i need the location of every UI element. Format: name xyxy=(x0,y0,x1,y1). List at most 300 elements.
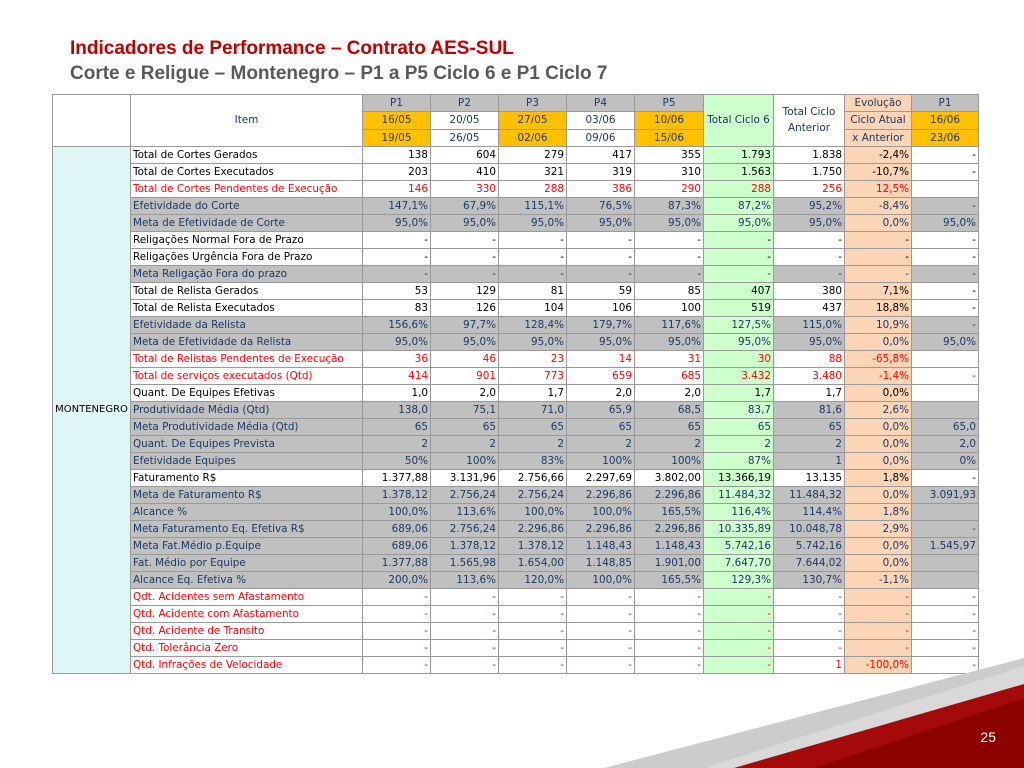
cell-p4: - xyxy=(567,605,635,622)
cell-p2: 100% xyxy=(431,452,499,469)
cell-total-ciclo-6: 95,0% xyxy=(704,333,774,350)
row-label: Alcance % xyxy=(131,503,363,520)
cell-p5: - xyxy=(635,248,704,265)
cell-next-p1 xyxy=(912,554,979,571)
cell-total-ciclo-6: 83,7 xyxy=(704,401,774,418)
header-p2: P2 xyxy=(431,95,499,112)
cell-total-ciclo-6: 65 xyxy=(704,418,774,435)
cell-p4: 65,9 xyxy=(567,401,635,418)
cell-p1: - xyxy=(363,622,431,639)
decorative-red-stripes xyxy=(604,658,1024,768)
header-p4: P4 xyxy=(567,95,635,112)
table-row xyxy=(53,384,979,401)
cell-next-p1: 3.091,93 xyxy=(912,486,979,503)
cell-p1: 83 xyxy=(363,299,431,316)
cell-total-ciclo-6: - xyxy=(704,639,774,656)
cell-next-p1: 1.545,97 xyxy=(912,537,979,554)
row-label: Total de Relistas Pendentes de Execução xyxy=(131,350,363,367)
header-blank xyxy=(53,95,131,147)
cell-p3: 128,4% xyxy=(499,316,567,333)
cell-p2: 901 xyxy=(431,367,499,384)
cell-total-ciclo-6: - xyxy=(704,656,774,673)
cell-p4: 100% xyxy=(567,452,635,469)
cell-p2: - xyxy=(431,656,499,673)
cell-total-ciclo-anterior: 114,4% xyxy=(774,503,845,520)
cell-p4: - xyxy=(567,231,635,248)
cell-p1: - xyxy=(363,588,431,605)
table-row xyxy=(53,316,979,333)
cell-next-p1: - xyxy=(912,520,979,537)
table-row xyxy=(53,180,979,197)
cell-next-p1: - xyxy=(912,248,979,265)
cell-evolucao: - xyxy=(845,248,912,265)
cell-evolucao: 1,8% xyxy=(845,503,912,520)
cell-total-ciclo-6: - xyxy=(704,605,774,622)
cell-p3: - xyxy=(499,605,567,622)
cell-p5: 95,0% xyxy=(635,333,704,350)
cell-total-ciclo-anterior: - xyxy=(774,248,845,265)
cell-p1: 95,0% xyxy=(363,333,431,350)
cell-next-p1: 2,0 xyxy=(912,435,979,452)
cell-total-ciclo-anterior: 256 xyxy=(774,180,845,197)
cell-next-p1: - xyxy=(912,469,979,486)
cell-total-ciclo-6: - xyxy=(704,231,774,248)
page-number: 25 xyxy=(980,729,996,745)
row-label: Total de Relista Executados xyxy=(131,299,363,316)
cell-total-ciclo-6: 116,4% xyxy=(704,503,774,520)
cell-total-ciclo-6: 95,0% xyxy=(704,214,774,231)
cell-p3: 2.756,66 xyxy=(499,469,567,486)
row-label: Total de Cortes Gerados xyxy=(131,146,363,163)
cell-next-p1 xyxy=(912,180,979,197)
row-label: Meta Religação Fora do prazo xyxy=(131,265,363,282)
header-item: Item xyxy=(131,95,363,147)
row-label: Quant. De Equipes Efetivas xyxy=(131,384,363,401)
cell-p5: - xyxy=(635,639,704,656)
cell-p2: 3.131,96 xyxy=(431,469,499,486)
cell-p4: 1.148,43 xyxy=(567,537,635,554)
header-p4-end: 09/06 xyxy=(567,129,635,146)
table-row xyxy=(53,367,979,384)
cell-p2: 97,7% xyxy=(431,316,499,333)
header-total-ciclo-anterior xyxy=(774,95,845,147)
cell-evolucao: -65,8% xyxy=(845,350,912,367)
cell-p2: 67,9% xyxy=(431,197,499,214)
cell-next-p1: - xyxy=(912,588,979,605)
cell-next-p1: - xyxy=(912,197,979,214)
row-label: Qtd. Infrações de Velocidade xyxy=(131,656,363,673)
cell-evolucao: -1,4% xyxy=(845,367,912,384)
cell-total-ciclo-6: - xyxy=(704,248,774,265)
cell-total-ciclo-anterior: 81,6 xyxy=(774,401,845,418)
cell-p4: 65 xyxy=(567,418,635,435)
cell-p5: 165,5% xyxy=(635,503,704,520)
table-row xyxy=(53,554,979,571)
table-row xyxy=(53,163,979,180)
cell-p4: 100,0% xyxy=(567,571,635,588)
cell-p1: 147,1% xyxy=(363,197,431,214)
cell-p5: 2.296,86 xyxy=(635,520,704,537)
cell-p5: 3.802,00 xyxy=(635,469,704,486)
cell-total-ciclo-6: 1.563 xyxy=(704,163,774,180)
cell-p4: 2.296,86 xyxy=(567,486,635,503)
cell-p3: 100,0% xyxy=(499,503,567,520)
row-label: Qtd. Acidente de Transito xyxy=(131,622,363,639)
table-row xyxy=(53,452,979,469)
cell-evolucao: 0,0% xyxy=(845,537,912,554)
cell-p1: 53 xyxy=(363,282,431,299)
cell-evolucao: 2,6% xyxy=(845,401,912,418)
cell-p2: 95,0% xyxy=(431,333,499,350)
cell-p1: 138 xyxy=(363,146,431,163)
cell-p4: 319 xyxy=(567,163,635,180)
cell-next-p1: - xyxy=(912,282,979,299)
cell-p1: 1.378,12 xyxy=(363,486,431,503)
row-label: Total de Relista Gerados xyxy=(131,282,363,299)
row-label: Produtividade Média (Qtd) xyxy=(131,401,363,418)
cell-p3: 2.756,24 xyxy=(499,486,567,503)
cell-p3: - xyxy=(499,622,567,639)
cell-next-p1 xyxy=(912,401,979,418)
cell-total-ciclo-6: 3.432 xyxy=(704,367,774,384)
cell-total-ciclo-6: 288 xyxy=(704,180,774,197)
cell-p5: 100 xyxy=(635,299,704,316)
cell-total-ciclo-anterior: 11.484,32 xyxy=(774,486,845,503)
row-label: Total de serviços executados (Qtd) xyxy=(131,367,363,384)
cell-p3: 773 xyxy=(499,367,567,384)
cell-next-p1: - xyxy=(912,163,979,180)
cell-p2: 65 xyxy=(431,418,499,435)
table-row xyxy=(53,231,979,248)
cell-total-ciclo-anterior: 1 xyxy=(774,452,845,469)
cell-total-ciclo-anterior: 95,0% xyxy=(774,333,845,350)
cell-p2: 113,6% xyxy=(431,571,499,588)
cell-p3: 95,0% xyxy=(499,214,567,231)
cell-p3: 104 xyxy=(499,299,567,316)
cell-next-p1: 95,0% xyxy=(912,214,979,231)
cell-evolucao: -1,1% xyxy=(845,571,912,588)
cell-p4: - xyxy=(567,622,635,639)
cell-p5: 355 xyxy=(635,146,704,163)
cell-total-ciclo-anterior: 2 xyxy=(774,435,845,452)
header-p5: P5 xyxy=(635,95,704,112)
cell-p3: - xyxy=(499,656,567,673)
cell-p5: 95,0% xyxy=(635,214,704,231)
header-total-anterior-line2: Anterior xyxy=(788,122,830,135)
cell-p1: 414 xyxy=(363,367,431,384)
table-row xyxy=(53,571,979,588)
cell-p3: - xyxy=(499,231,567,248)
cell-total-ciclo-6: 129,3% xyxy=(704,571,774,588)
cell-total-ciclo-6: 407 xyxy=(704,282,774,299)
cell-p2: 75,1 xyxy=(431,401,499,418)
header-next-p1-end: 23/06 xyxy=(912,129,979,146)
table-row xyxy=(53,605,979,622)
row-label: Qtd. Tolerância Zero xyxy=(131,639,363,656)
cell-p2: 46 xyxy=(431,350,499,367)
cell-p4: 2 xyxy=(567,435,635,452)
cell-p5: 2 xyxy=(635,435,704,452)
cell-total-ciclo-6: - xyxy=(704,622,774,639)
cell-evolucao: 0,0% xyxy=(845,435,912,452)
cell-p2: 126 xyxy=(431,299,499,316)
cell-total-ciclo-6: 1.793 xyxy=(704,146,774,163)
row-label: Quant. De Equipes Prevista xyxy=(131,435,363,452)
cell-p2: 95,0% xyxy=(431,214,499,231)
cell-p1: 1,0 xyxy=(363,384,431,401)
cell-p4: 59 xyxy=(567,282,635,299)
cell-total-ciclo-6: 7.647,70 xyxy=(704,554,774,571)
cell-p1: 689,06 xyxy=(363,537,431,554)
table-row xyxy=(53,265,979,282)
cell-p2: - xyxy=(431,265,499,282)
row-label: Meta Produtividade Média (Qtd) xyxy=(131,418,363,435)
cell-p2: - xyxy=(431,588,499,605)
cell-next-p1: - xyxy=(912,367,979,384)
cell-p1: - xyxy=(363,605,431,622)
table-row xyxy=(53,435,979,452)
cell-next-p1: 65,0 xyxy=(912,418,979,435)
cell-p3: - xyxy=(499,588,567,605)
cell-evolucao: 18,8% xyxy=(845,299,912,316)
cell-total-ciclo-anterior: - xyxy=(774,265,845,282)
row-label: Efetividade do Corte xyxy=(131,197,363,214)
cell-p2: 2.756,24 xyxy=(431,486,499,503)
cell-p4: - xyxy=(567,639,635,656)
cell-next-p1 xyxy=(912,384,979,401)
cell-total-ciclo-anterior: 65 xyxy=(774,418,845,435)
row-label: Meta Faturamento Eq. Efetiva R$ xyxy=(131,520,363,537)
cell-p2: 2,0 xyxy=(431,384,499,401)
header-p1-end: 19/05 xyxy=(363,129,431,146)
cell-p2: 1.378,12 xyxy=(431,537,499,554)
cell-evolucao: - xyxy=(845,605,912,622)
cell-p1: 95,0% xyxy=(363,214,431,231)
cell-p4: 417 xyxy=(567,146,635,163)
cell-p4: 106 xyxy=(567,299,635,316)
cell-p1: 138,0 xyxy=(363,401,431,418)
cell-evolucao: 0,0% xyxy=(845,333,912,350)
cell-p1: 146 xyxy=(363,180,431,197)
cell-next-p1 xyxy=(912,350,979,367)
cell-p5: 117,6% xyxy=(635,316,704,333)
cell-p5: 31 xyxy=(635,350,704,367)
cell-total-ciclo-6: 87,2% xyxy=(704,197,774,214)
cell-evolucao: - xyxy=(845,588,912,605)
header-next-p1-start: 16/06 xyxy=(912,112,979,129)
cell-next-p1: - xyxy=(912,146,979,163)
cell-evolucao: 0,0% xyxy=(845,214,912,231)
table-row xyxy=(53,520,979,537)
cell-total-ciclo-6: 87% xyxy=(704,452,774,469)
cell-total-ciclo-anterior: 380 xyxy=(774,282,845,299)
cell-p3: 279 xyxy=(499,146,567,163)
cell-p2: - xyxy=(431,605,499,622)
cell-evolucao: 0,0% xyxy=(845,554,912,571)
cell-p4: 1.148,85 xyxy=(567,554,635,571)
cell-evolucao: -2,4% xyxy=(845,146,912,163)
cell-p3: 83% xyxy=(499,452,567,469)
cell-evolucao: 10,9% xyxy=(845,316,912,333)
header-p2-end: 26/05 xyxy=(431,129,499,146)
cell-p3: 95,0% xyxy=(499,333,567,350)
cell-p3: - xyxy=(499,265,567,282)
cell-total-ciclo-anterior: 115,0% xyxy=(774,316,845,333)
cell-next-p1: 95,0% xyxy=(912,333,979,350)
cell-p5: 2,0 xyxy=(635,384,704,401)
cell-next-p1: - xyxy=(912,299,979,316)
cell-next-p1: 0% xyxy=(912,452,979,469)
table-header xyxy=(53,95,979,147)
cell-evolucao: 2,9% xyxy=(845,520,912,537)
header-evolucao-line2: Ciclo Atual xyxy=(845,112,912,129)
cell-p1: 36 xyxy=(363,350,431,367)
cell-total-ciclo-6: 127,5% xyxy=(704,316,774,333)
cell-p1: 203 xyxy=(363,163,431,180)
cell-p1: - xyxy=(363,265,431,282)
cell-total-ciclo-anterior: 95,0% xyxy=(774,214,845,231)
cell-total-ciclo-anterior: 88 xyxy=(774,350,845,367)
row-label: Religações Urgência Fora de Prazo xyxy=(131,248,363,265)
table-row xyxy=(53,248,979,265)
cell-evolucao: 0,0% xyxy=(845,452,912,469)
cell-p5: 1.148,43 xyxy=(635,537,704,554)
cell-p4: - xyxy=(567,588,635,605)
cell-p2: 410 xyxy=(431,163,499,180)
cell-next-p1: - xyxy=(912,622,979,639)
cell-p4: 659 xyxy=(567,367,635,384)
cell-p3: - xyxy=(499,248,567,265)
table-row xyxy=(53,469,979,486)
cell-evolucao: - xyxy=(845,265,912,282)
header-p2-start: 20/05 xyxy=(431,112,499,129)
cell-p5: 65 xyxy=(635,418,704,435)
cell-evolucao: 1,8% xyxy=(845,469,912,486)
cell-total-ciclo-anterior: 1 xyxy=(774,656,845,673)
cell-p3: 2.296,86 xyxy=(499,520,567,537)
cell-p2: 2 xyxy=(431,435,499,452)
cell-p5: - xyxy=(635,622,704,639)
cell-p2: 113,6% xyxy=(431,503,499,520)
row-label: Meta de Faturamento R$ xyxy=(131,486,363,503)
row-label: Faturamento R$ xyxy=(131,469,363,486)
cell-p3: - xyxy=(499,639,567,656)
cell-evolucao: 0,0% xyxy=(845,486,912,503)
header-p1-start: 16/05 xyxy=(363,112,431,129)
cell-total-ciclo-anterior: - xyxy=(774,588,845,605)
cell-evolucao: - xyxy=(845,639,912,656)
cell-total-ciclo-6: 519 xyxy=(704,299,774,316)
cell-evolucao: - xyxy=(845,622,912,639)
table-row xyxy=(53,639,979,656)
cell-total-ciclo-anterior: - xyxy=(774,639,845,656)
cell-total-ciclo-anterior: 5.742,16 xyxy=(774,537,845,554)
cell-p3: 321 xyxy=(499,163,567,180)
row-label: Alcance Eq. Efetiva % xyxy=(131,571,363,588)
cell-evolucao: 0,0% xyxy=(845,418,912,435)
performance-table xyxy=(52,94,979,674)
table-row xyxy=(53,197,979,214)
row-label: Fat. Médio por Equipe xyxy=(131,554,363,571)
cell-p2: 129 xyxy=(431,282,499,299)
cell-p1: 1.377,88 xyxy=(363,469,431,486)
header-p3-end: 02/06 xyxy=(499,129,567,146)
cell-p1: 50% xyxy=(363,452,431,469)
row-label: Meta Fat.Médio p.Equipe xyxy=(131,537,363,554)
table-row xyxy=(53,622,979,639)
cell-total-ciclo-anterior: 1.838 xyxy=(774,146,845,163)
cell-p1: - xyxy=(363,231,431,248)
cell-p4: 95,0% xyxy=(567,214,635,231)
cell-p3: 1,7 xyxy=(499,384,567,401)
table-row xyxy=(53,486,979,503)
cell-p1: 1.377,88 xyxy=(363,554,431,571)
cell-next-p1 xyxy=(912,503,979,520)
cell-p5: 685 xyxy=(635,367,704,384)
cell-p5: - xyxy=(635,588,704,605)
cell-p2: 604 xyxy=(431,146,499,163)
header-total-anterior-line1: Total Ciclo xyxy=(782,106,836,119)
cell-total-ciclo-anterior: - xyxy=(774,231,845,248)
cell-p2: 330 xyxy=(431,180,499,197)
row-label: Meta de Efetividade de Corte xyxy=(131,214,363,231)
cell-p3: 2 xyxy=(499,435,567,452)
header-p1: P1 xyxy=(363,95,431,112)
cell-p4: - xyxy=(567,248,635,265)
cell-total-ciclo-anterior: 10.048,78 xyxy=(774,520,845,537)
cell-p2: - xyxy=(431,639,499,656)
cell-next-p1: - xyxy=(912,605,979,622)
cell-p4: 95,0% xyxy=(567,333,635,350)
cell-total-ciclo-anterior: - xyxy=(774,605,845,622)
cell-p4: - xyxy=(567,265,635,282)
cell-p3: 81 xyxy=(499,282,567,299)
cell-p3: 1.654,00 xyxy=(499,554,567,571)
cell-p5: - xyxy=(635,605,704,622)
cell-p5: 87,3% xyxy=(635,197,704,214)
cell-p4: 2.297,69 xyxy=(567,469,635,486)
cell-evolucao: 7,1% xyxy=(845,282,912,299)
cell-p5: - xyxy=(635,656,704,673)
cell-total-ciclo-6: 13.366,19 xyxy=(704,469,774,486)
cell-p1: - xyxy=(363,656,431,673)
cell-p3: 288 xyxy=(499,180,567,197)
cell-total-ciclo-6: 11.484,32 xyxy=(704,486,774,503)
page-subtitle: Corte e Religue – Montenegro – P1 a P5 Ciclo 6 e P1 Ciclo 7 xyxy=(70,63,608,84)
cell-p5: 310 xyxy=(635,163,704,180)
cell-p5: 100% xyxy=(635,452,704,469)
table-row xyxy=(53,418,979,435)
cell-p1: 2 xyxy=(363,435,431,452)
cell-p3: 115,1% xyxy=(499,197,567,214)
row-label: Meta de Efetividade da Relista xyxy=(131,333,363,350)
cell-p2: - xyxy=(431,622,499,639)
cell-p4: 2.296,86 xyxy=(567,520,635,537)
table-row xyxy=(53,401,979,418)
cell-total-ciclo-6: 30 xyxy=(704,350,774,367)
cell-evolucao: -8,4% xyxy=(845,197,912,214)
header-p3: P3 xyxy=(499,95,567,112)
cell-p2: - xyxy=(431,231,499,248)
cell-p3: 71,0 xyxy=(499,401,567,418)
cell-p5: 165,5% xyxy=(635,571,704,588)
cell-evolucao: -100,0% xyxy=(845,656,912,673)
cell-next-p1: - xyxy=(912,316,979,333)
cell-total-ciclo-anterior: 437 xyxy=(774,299,845,316)
cell-evolucao: 12,5% xyxy=(845,180,912,197)
cell-total-ciclo-6: - xyxy=(704,265,774,282)
table-row xyxy=(53,282,979,299)
